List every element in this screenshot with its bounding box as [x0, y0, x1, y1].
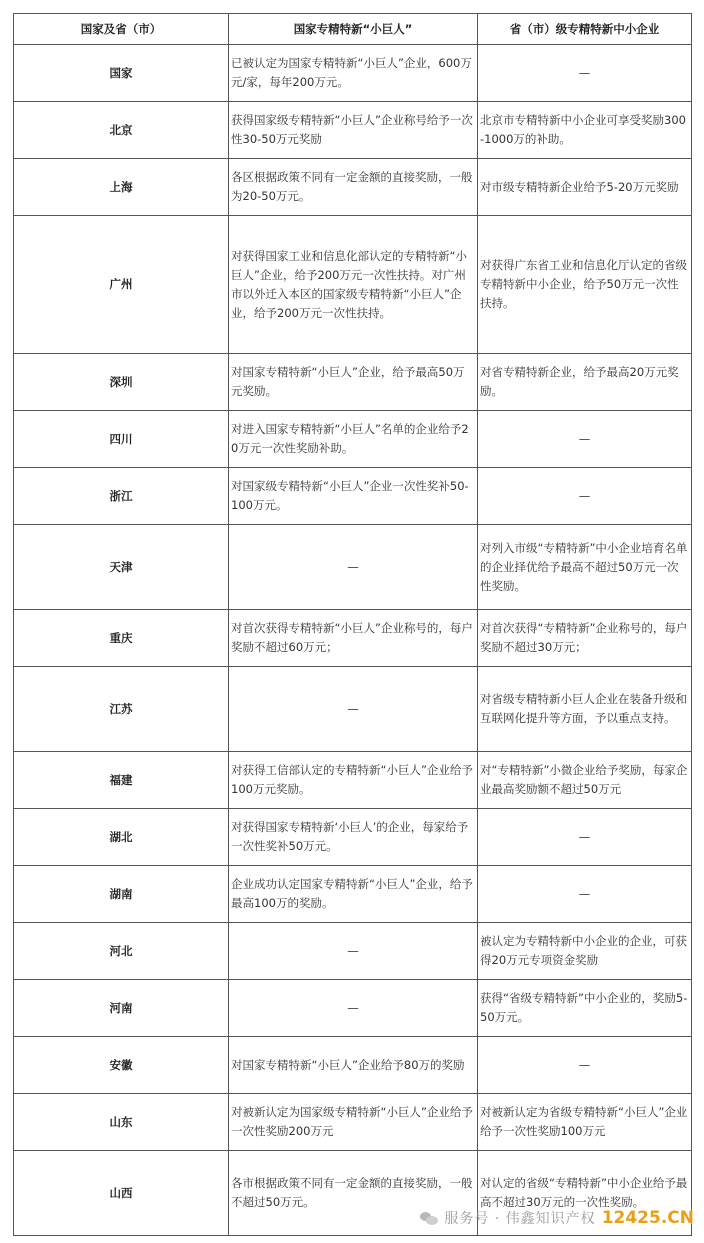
provincial-policy-cell: —: [478, 1037, 692, 1094]
table-row: [14, 980, 692, 1037]
policy-table: [13, 13, 692, 1236]
region-cell: 河南: [14, 980, 229, 1037]
table-row: [14, 45, 692, 102]
provincial-policy-cell: 对被新认定为省级专精特新“小巨人”企业给予一次性奖励100万元: [478, 1094, 692, 1151]
table-row: [14, 667, 692, 752]
table-row: [14, 525, 692, 610]
table-row: [14, 809, 692, 866]
region-cell: 湖北: [14, 809, 229, 866]
table-row: [14, 610, 692, 667]
watermark-account-name: 服务号 · 伟鑫知识产权: [444, 1211, 596, 1227]
watermark: [420, 1203, 694, 1233]
national-policy-cell: —: [229, 667, 478, 752]
region-cell: 湖南: [14, 866, 229, 923]
provincial-policy-cell: —: [478, 411, 692, 468]
region-cell: 浙江: [14, 468, 229, 525]
table-row: [14, 866, 692, 923]
provincial-policy-cell: 获得“省级专精特新”中小企业的，奖励5-50万元。: [478, 980, 692, 1037]
national-policy-cell: 各区根据政策不同有一定金额的直接奖励，一般为20-50万元。: [229, 159, 478, 216]
table-row: [14, 354, 692, 411]
region-cell: 国家: [14, 45, 229, 102]
table-row: [14, 1037, 692, 1094]
national-policy-cell: 企业成功认定国家专精特新“小巨人”企业，给予最高100万的奖励。: [229, 866, 478, 923]
provincial-policy-cell: 对首次获得“专精特新”企业称号的，每户奖励不超过30万元；: [478, 610, 692, 667]
table-row: [14, 923, 692, 980]
header-national: 国家专精特新“小巨人”: [229, 14, 478, 45]
region-cell: 山西: [14, 1151, 229, 1236]
provincial-policy-cell: 北京市专精特新中小企业可享受奖励300-1000万的补助。: [478, 102, 692, 159]
region-cell: 山东: [14, 1094, 229, 1151]
header-region: 国家及省（市）: [14, 14, 229, 45]
table-row: [14, 1094, 692, 1151]
national-policy-cell: 对获得国家工业和信息化部认定的专精特新“小巨人”企业，给予200万元一次性扶持。对广州市以外迁入本区的国家级专精特新“小巨人”企业，给予200万元一次性扶持。: [229, 216, 478, 354]
region-cell: 广州: [14, 216, 229, 354]
provincial-policy-cell: —: [478, 45, 692, 102]
header-provincial: 省（市）级专精特新中小企业: [478, 14, 692, 45]
region-cell: 重庆: [14, 610, 229, 667]
national-policy-cell: 对国家专精特新“小巨人”企业，给予最高50万元奖励。: [229, 354, 478, 411]
national-policy-cell: 对获得工信部认定的专精特新“小巨人”企业给予100万元奖励。: [229, 752, 478, 809]
provincial-policy-cell: 对市级专精特新企业给予5-20万元奖励: [478, 159, 692, 216]
national-policy-cell: 对国家专精特新“小巨人”企业给予80万的奖励: [229, 1037, 478, 1094]
table-row: [14, 216, 692, 354]
table-row: [14, 159, 692, 216]
national-policy-cell: 对国家级专精特新“小巨人”企业一次性奖补50-100万元。: [229, 468, 478, 525]
table-row: [14, 468, 692, 525]
region-cell: 天津: [14, 525, 229, 610]
watermark-site-logo: 12425.CN: [601, 1208, 694, 1228]
table-row: [14, 102, 692, 159]
provincial-policy-cell: —: [478, 468, 692, 525]
national-policy-cell: 对被新认定为国家级专精特新“小巨人”企业给予一次性奖励200万元: [229, 1094, 478, 1151]
region-cell: 安徽: [14, 1037, 229, 1094]
provincial-policy-cell: 对获得广东省工业和信息化厅认定的省级专精特新中小企业，给予50万元一次性扶持。: [478, 216, 692, 354]
national-policy-cell: 对首次获得专精特新“小巨人”企业称号的，每户奖励不超过60万元；: [229, 610, 478, 667]
region-cell: 河北: [14, 923, 229, 980]
region-cell: 福建: [14, 752, 229, 809]
region-cell: 深圳: [14, 354, 229, 411]
national-policy-cell: 对进入国家专精特新“小巨人”名单的企业给予20万元一次性奖励补助。: [229, 411, 478, 468]
region-cell: 江苏: [14, 667, 229, 752]
national-policy-cell: 各市根据政策不同有一定金额的直接奖励，一般不超过50万元。: [229, 1151, 478, 1236]
provincial-policy-cell: 对省专精特新企业，给予最高20万元奖励。: [478, 354, 692, 411]
provincial-policy-cell: 对列入市级“专精特新”中小企业培育名单的企业择优给予最高不超过50万元一次性奖励。: [478, 525, 692, 610]
national-policy-cell: —: [229, 923, 478, 980]
region-cell: 北京: [14, 102, 229, 159]
region-cell: 上海: [14, 159, 229, 216]
provincial-policy-cell: 被认定为专精特新中小企业的企业，可获得20万元专项资金奖励: [478, 923, 692, 980]
provincial-policy-cell: —: [478, 809, 692, 866]
provincial-policy-cell: 对“专精特新”小微企业给予奖励，每家企业最高奖励额不超过50万元: [478, 752, 692, 809]
region-cell: 四川: [14, 411, 229, 468]
provincial-policy-cell: 对省级专精特新小巨人企业在装备升级和互联网化提升等方面，予以重点支持。: [478, 667, 692, 752]
national-policy-cell: —: [229, 525, 478, 610]
national-policy-cell: 对获得国家专精特新‘小巨人’的企业，每家给予一次性奖补50万元。: [229, 809, 478, 866]
table-row: [14, 411, 692, 468]
national-policy-cell: 获得国家级专精特新“小巨人”企业称号给予一次性30-50万元奖励: [229, 102, 478, 159]
provincial-policy-cell: 对认定的省级“专精特新”中小企业给予最高不超过30万元的一次性奖励。: [478, 1151, 692, 1236]
header-row: [14, 14, 692, 45]
national-policy-cell: —: [229, 980, 478, 1037]
national-policy-cell: 已被认定为国家专精特新“小巨人”企业，600万元/家，每年200万元。: [229, 45, 478, 102]
wechat-icon: [420, 1211, 438, 1225]
table-row: [14, 752, 692, 809]
provincial-policy-cell: —: [478, 866, 692, 923]
